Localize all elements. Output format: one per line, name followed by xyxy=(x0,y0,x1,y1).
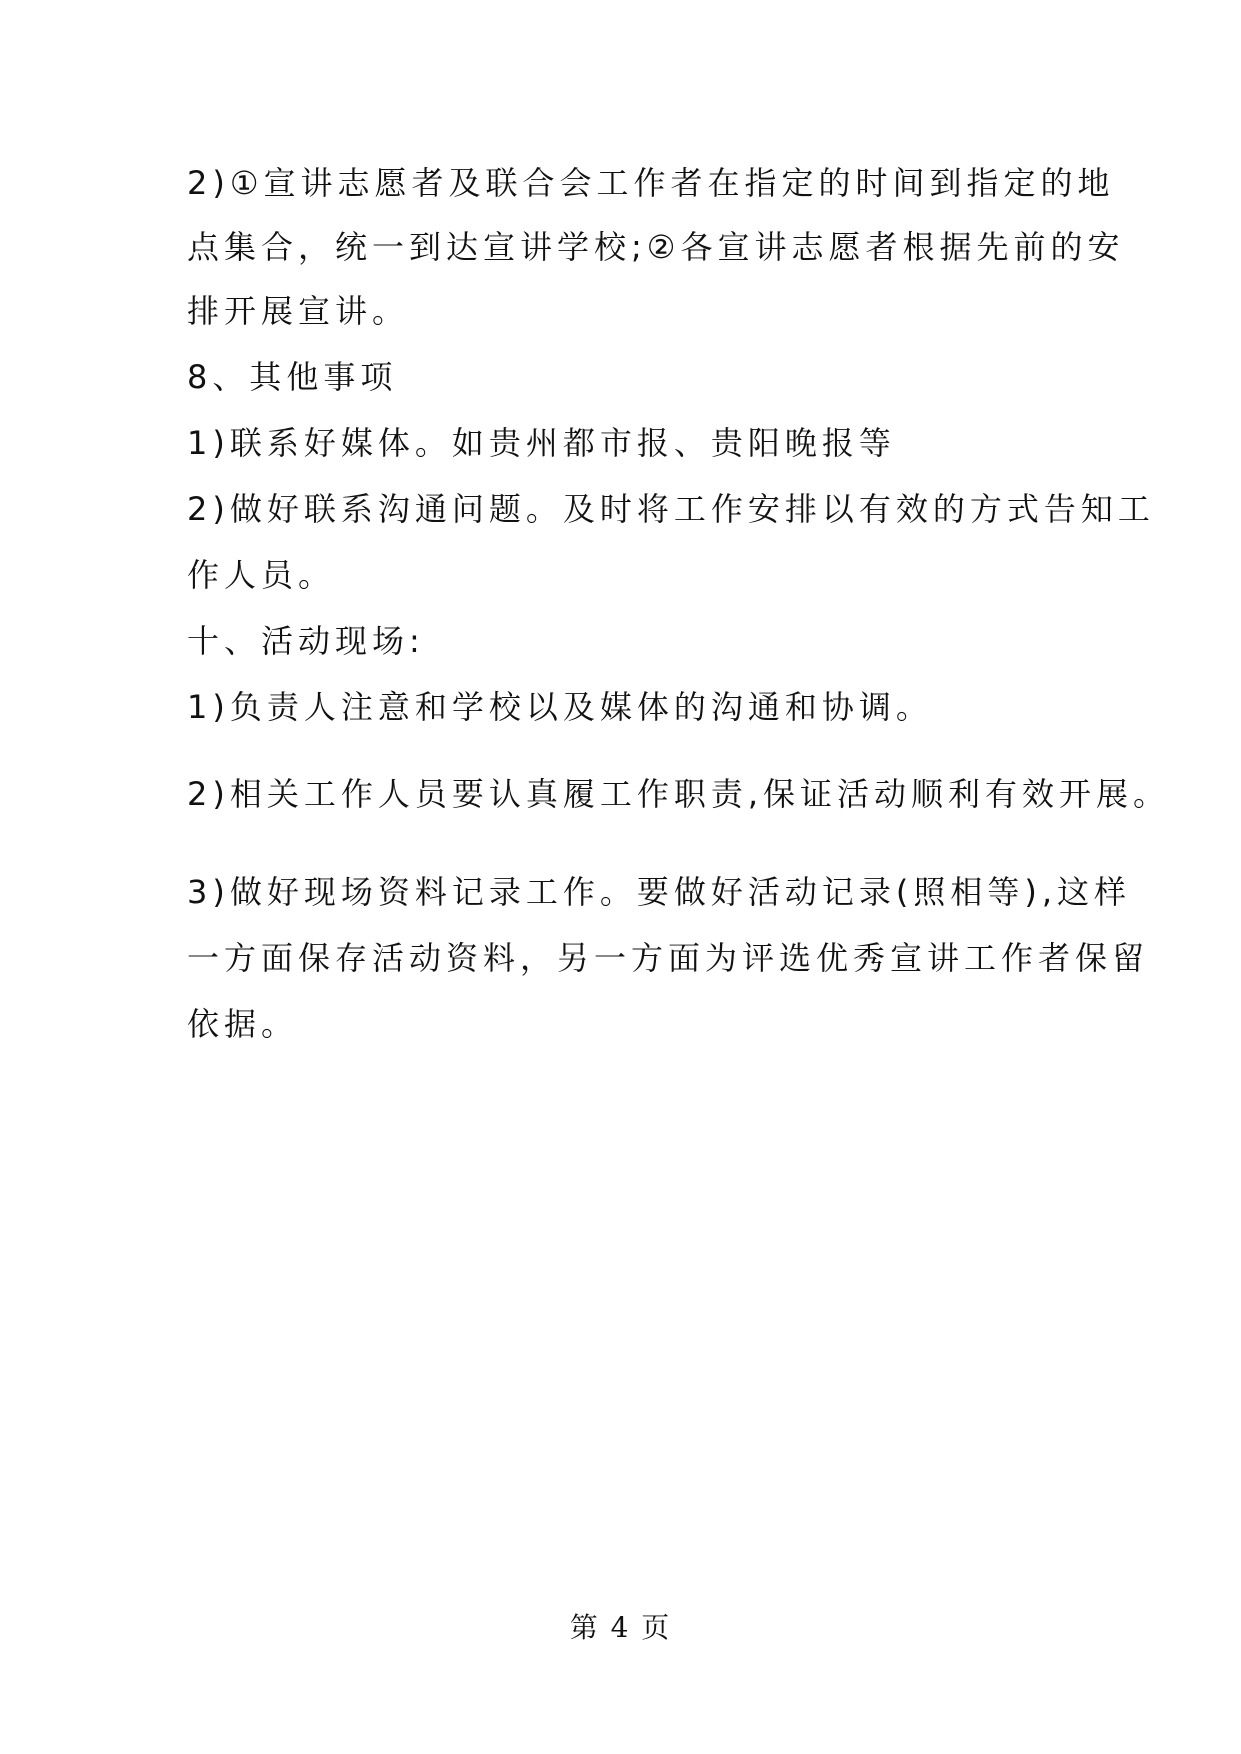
paragraph-line-6: 2)做好联系沟通问题。及时将工作安排以有效的方式告知工 xyxy=(187,490,1155,528)
paragraph-line-9: 1)负责人注意和学校以及媒体的沟通和协调。 xyxy=(187,688,933,726)
section-heading-event-site: 十、活动现场: xyxy=(187,622,425,660)
paragraph-line-10: 2)相关工作人员要认真履工作职责,保证活动顺利有效开展。 xyxy=(187,775,1171,813)
paragraph-line-11: 3)做好现场资料记录工作。要做好活动记录(照相等),这样 xyxy=(187,873,1131,911)
paragraph-line-7: 作人员。 xyxy=(187,556,336,594)
paragraph-line-1: 2)①宣讲志愿者及联合会工作者在指定的时间到指定的地 xyxy=(187,164,1115,202)
section-heading-other-matters: 8、其他事项 xyxy=(187,358,398,396)
paragraph-line-2: 点集合，统一到达宣讲学校;②各宣讲志愿者根据先前的安 xyxy=(187,228,1125,266)
paragraph-line-13: 依据。 xyxy=(187,1005,299,1043)
paragraph-line-12: 一方面保存活动资料，另一方面为评选优秀宣讲工作者保留 xyxy=(187,939,1150,977)
page-number: 第 4 页 xyxy=(569,1611,672,1644)
paragraph-line-3: 排开展宣讲。 xyxy=(187,292,410,330)
paragraph-line-5: 1)联系好媒体。如贵州都市报、贵阳晚报等 xyxy=(187,424,896,462)
